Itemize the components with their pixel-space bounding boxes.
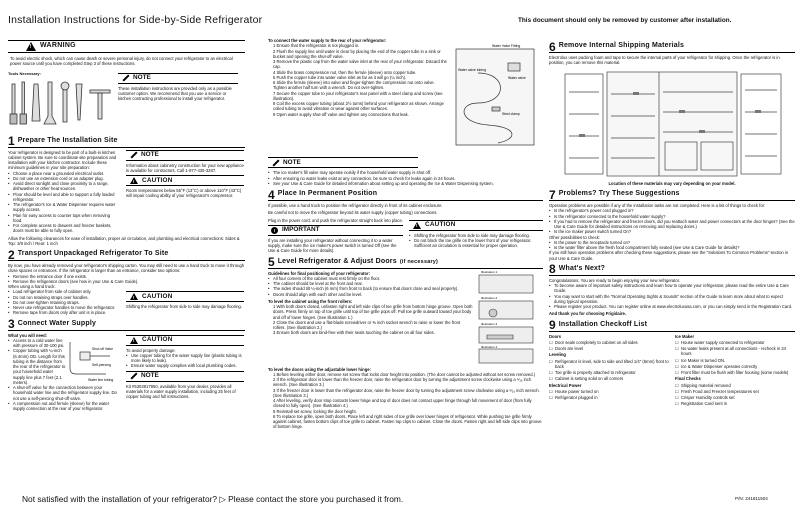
section-6-caption: Location of these materials may vary depending on your model. (608, 180, 736, 186)
pencil-icon (129, 372, 137, 380)
section-5-title: Level Refrigerator & Adjust Doors (277, 257, 397, 265)
section-1-caution-text: Room temperatures below 55°F (13°C) or above 110°F (43°C) will impair cooling ability of your refrigerator's compressor. (126, 188, 242, 199)
checkoff-item[interactable]: ☐ Refrigerator plugged in (549, 395, 669, 400)
section-8-number: 8 (549, 262, 556, 277)
tools-note-label: NOTE (133, 74, 151, 81)
list-item: • For complete access to drawers and freezer baskets, doors must be able to fully open. (8, 223, 120, 234)
figure-label: Illustration 1 (481, 269, 498, 274)
figure-label: Illustration 2 (481, 295, 498, 300)
column-left (8, 38, 245, 490)
list-item: • Do not use an extension cord or an adapter plug. (8, 176, 120, 181)
section-4-p3: Plug in the power cord, and push the refrigerator straight back into place. (268, 217, 404, 223)
list-item: • Ensure water supply complies with local plumbing codes. (126, 363, 244, 368)
list-item: • The ice maker's fill valve may operate noisily if the household water supply is shut off. (268, 170, 543, 175)
connect-note-bar (268, 157, 418, 168)
list-item: 8 Coil the excess copper tubing (about 2½ turns) behind your refrigerator as shown. Arrange coiled tubing to avoid vibration or wear against other surfaces. (273, 101, 444, 112)
section-7-title: Problems? Try These Suggestions (558, 190, 680, 198)
list-item: • If you had to remove the refrigerator and freezer doors, did you reattach water and power connectors at the door hinges? (See the Use & Care Guide for detailed instructions on removing and replacing doors.) (549, 219, 795, 230)
checkoff-item[interactable]: ☐ Ice & Water Dispenser operates correctly (675, 364, 795, 369)
list-item: • Is the refrigerator connected to the household water supply? (549, 214, 795, 219)
section-7-other: Other possibilities to check: (549, 234, 600, 240)
section-5-level-title: To level the cabinet using the front rollers: (268, 298, 353, 304)
checkoff-item[interactable]: ☐ Refrigerator is level, side to side and tilted 1/4" (6mm) front to back (549, 359, 669, 370)
section-7-outro: If you still have operation problems after checking these suggestions, please see the "Solutions To Common Problems" section in your Use & Care Guide. (549, 250, 789, 261)
list-item: 2 Close the doors and use a flat-blade screwdriver or ⅜ inch socket wrench to raise or lower the front rollers. (See Illustration 2.) (273, 319, 461, 330)
figure-label: Self-piercing (92, 362, 111, 367)
list-item: • The refrigerator's Ice & Water Dispenser requires water supply access. (8, 202, 120, 213)
checkoff-heading: Final Checks (675, 376, 701, 382)
list-item: • A shut-off valve for the connection between your household water line and the refrigerator supply line. Do not use a self-piercing shut-off valve. (8, 385, 120, 401)
list-item: 6 Slide the ferrule (sleeve) into valve and finger-tighten the compression nut onto valve. Tighten another half turn with a wrench. Do not over-tighten. (273, 80, 435, 91)
section-2-caution-label: CAUTION (142, 292, 173, 300)
checkoff-item[interactable]: ☐ Toe grille is properly attached to refrigerator (549, 370, 669, 375)
section-1-note-text: Information about cabinetry construction for your new appliance is available for contractors. Call 1-877-435-3287. (126, 162, 244, 173)
section-1-list (8, 171, 120, 234)
section-5-number: 5 (268, 255, 275, 269)
figure-label: Water valve (508, 76, 526, 81)
section-9-number: 9 (549, 318, 556, 332)
section-6-title: Remove Internal Shipping Materials (558, 42, 685, 50)
warning-text: To avoid electric shock, which can cause death or severe personal injury, do not connect your refrigerator to an electrical power source until you have completed Step 3 of these instructions. (10, 56, 233, 67)
info-icon: ! (271, 227, 278, 234)
warning-label: WARNING (40, 42, 76, 50)
connect-title: To connect the water supply to the rear of your refrigerator: (268, 38, 387, 43)
caution-icon (130, 177, 138, 184)
figure-label: Water line tubing (88, 377, 114, 382)
tools-illustration (8, 76, 118, 130)
list-item: • Copper tubing with ¼-inch (6.4mm) OD. Length for this tubing is the distance from the rear of the refrigerator to your household water supply line plus 7 feet (2.1 meters). (8, 348, 66, 385)
list-item: • Remove tape from doors only after unit is in place. (8, 310, 120, 315)
section-1-title: Prepare The Installation Site (17, 136, 118, 144)
list-item: 2 If the refrigerator door is lower than the freezer door, raise the refrigerator door by turning the adjustment screw clockwise using a ⁵⁄₁₆ inch wrench. (See Illustration 3.) (273, 377, 532, 388)
figure-label: Shut-off Valve (92, 346, 113, 351)
list-item: 5 Push the copper tube into water valve inlet as far as it will go (¼ inch). (273, 74, 407, 80)
tools-label: Tools Necessary: (8, 70, 41, 76)
list-item: • Access to a cold water line with pressure of 30-100 psi. (8, 338, 66, 349)
section-7-header (549, 189, 795, 201)
pencil-icon (271, 159, 279, 167)
warning-icon (26, 42, 36, 51)
section-2-hand-truck: When using a hand truck: (8, 284, 56, 289)
column-right (549, 38, 795, 490)
checkoff-item[interactable]: ☐ Shipping material removed (675, 383, 795, 388)
section-4-caution-label: CAUTION (425, 221, 456, 228)
checkoff-list (549, 334, 795, 408)
checkoff-item[interactable]: ☐ Crisper Humidity controls set (675, 395, 795, 400)
section-2-intro: By now, you have already removed your refrigerator's shipping carton. You may still need to use a hand truck to move it through close spaces or entrances. If the refrigerator is larger than an entrance, consider two options: (8, 263, 245, 274)
list-item: • All four corners of the cabinet must rest firmly on the floor. (268, 276, 473, 281)
removal-notice: This document should only be removed by customer after installation. (518, 17, 732, 24)
column-middle (268, 38, 543, 490)
section-5-header (268, 257, 543, 269)
section-3-note-label: NOTE (141, 372, 159, 379)
page-title: Installation Instructions for Side-by-Side Refrigerator (8, 14, 263, 26)
list-item: • A compression nut and ferrule (sleeve) for the water supply connection at the rear of your refrigerator. (8, 401, 120, 412)
list-item: 1 With both doors closed, unfasten right and left side clips of toe grille from bottom hinge groove. Open both doors. Press firmly on top of toe grille until top of toe grille pops off. Pull toe grille outward toward your body and off of lower hinges. (See Illustration 1.) (273, 304, 473, 320)
list-item: • Choose a place near a grounded electrical outlet. (8, 171, 120, 176)
list-item: 2 Flush the supply line until water is clear by placing the end of the copper tube in a sink or bucket and opening the shut-off valve. (273, 48, 441, 59)
section-8-thanks: And thank you for choosing Frigidaire. (549, 311, 627, 317)
list-item: • You may want to start with the "Normal Operating Sights & Sounds" section of the Guide to learn more about what to expect during typical operation. (549, 294, 795, 305)
list-item: 1 Before leveling either door, remove set screw that locks door height into position. (The door cannot be adjusted without set screw removed.) (273, 371, 536, 377)
checkoff-item[interactable]: ☐ Ice Maker is turned ON. (675, 358, 795, 363)
section-1-caution-bar (126, 175, 244, 186)
part-number: P/N: 241811504 (735, 496, 768, 501)
pencil-icon (129, 151, 137, 159)
section-3-need: What you will need: (8, 332, 48, 338)
list-item: • Please register your product. You can register online at www.electroluxusa.com, or you can simply send in the Registration Card. (549, 304, 795, 309)
checkoff-item[interactable]: ☐ Doors are level (549, 346, 669, 351)
section-2-list (8, 289, 120, 315)
list-item: • Never use refrigerator handles to move the refrigerator. (8, 305, 120, 310)
section-1-note-bar (126, 150, 244, 161)
section-4-p1: If possible, use a hand truck to position the refrigerator directly in front of its cabinet enclosure. (268, 203, 443, 208)
list-item: • See your Use & Care Guide for detailed information about setting up and operating the Ice & Water Dispensing system. (268, 181, 543, 186)
section-1-number: 1 (8, 134, 15, 148)
section-4-p2: Be careful not to move the refrigerator beyond its water supply (copper tubing) connections. (268, 210, 438, 216)
section-3-list (8, 338, 66, 385)
section-8-header (549, 264, 795, 276)
section-5-guide-title: Guidelines for final positioning of your refrigerator: (268, 270, 371, 276)
section-1-clearance: Allow the following clearances for ease of installation, proper air circulation, and plumbing and electrical connections: Sides & Top: 3/8 inch / Rear: 1 inch (8, 235, 240, 246)
list-item: • Plan for easy access to counter tops when removing food. (8, 213, 120, 224)
connect-note-label: NOTE (283, 158, 301, 166)
figure-label: Illustration 4 (481, 344, 498, 349)
tools-note-bar (118, 73, 238, 84)
caution-icon (130, 337, 138, 344)
section-2-header (8, 249, 245, 261)
tools-figure (8, 71, 118, 133)
list-item: 5 Reinstall set screw, locking the door height. (273, 408, 357, 414)
section-5-suffix: (if necessary) (399, 258, 439, 265)
section-1-note-label: NOTE (141, 151, 159, 158)
section-2-number: 2 (8, 247, 15, 262)
connect-steps (268, 43, 448, 155)
section-3-caution-label: CAUTION (142, 336, 173, 343)
section-3-caution-bar (126, 335, 244, 346)
section-7-intro: Operation problems are possible if any of the installation tasks are not completed. Here is a list of things to check for: (549, 203, 766, 208)
list-item: • The cabinet should be level at the front and rear. (268, 281, 473, 286)
list-item: • Remove the refrigerator doors (see how in your Use & Care Guide). (8, 279, 245, 284)
list-item: 3 Ensure both doors are bind-free with their seals touching the cabinet on all four sides. (273, 330, 435, 336)
section-3-note-text: Kit #5303917950, available from your dealer, provides all materials for a water supply installation, including 25 feet of copper tubing and full instructions. (126, 383, 236, 399)
figure-label: Illustration 3 (481, 321, 498, 326)
list-item: • Doors should align with each other and be level. (268, 292, 473, 297)
checkoff-item[interactable]: ☐ Registration Card sent in (675, 401, 795, 406)
checkoff-heading: Leveling (549, 352, 566, 358)
fridge-interior-figure (549, 68, 795, 180)
tools-note-text: These installation instructions are provided only as a possible customer option. We recommend that you use a service or kitchen contracting professional to install your refrigerator. (118, 85, 232, 101)
list-item: • The sides should tilt ¼-inch (6 mm) from front to back (to ensure that doors close and seal properly). (268, 286, 473, 291)
section-7-number: 7 (549, 187, 556, 202)
water-line-figure (66, 338, 118, 384)
list-item: • Is the refrigerator's power cord plugged in? (549, 208, 795, 213)
checkoff-item[interactable]: ☐ House power turned on (549, 389, 669, 394)
section-3-header (8, 319, 245, 331)
list-item: • Do not block the toe grille on the lower front of your refrigerator. Sufficient air circulation is essential for proper operation. (409, 238, 543, 249)
figure-label: Water Valve Fitting (492, 44, 521, 49)
section-3-title: Connect Water Supply (17, 319, 97, 327)
important-label: IMPORTANT (282, 226, 320, 234)
section-4-number: 4 (268, 187, 275, 202)
leveling-figures (473, 269, 539, 365)
list-item: • Do not over-tighten retaining straps. (8, 300, 120, 305)
section-4-caution-bar (409, 220, 543, 231)
checkoff-item[interactable]: ☐ Cabinet is setting solid on all corners (549, 376, 669, 381)
list-item: • Do not run retaining straps over handles. (8, 295, 120, 300)
section-8-intro: Congratulations. You are ready to begin enjoying your new refrigerator. (549, 277, 681, 283)
section-3-caution-intro: To avoid property damage: (126, 347, 176, 353)
list-item: • Shifting the refrigerator from side to side may damage flooring. (409, 233, 543, 238)
list-item: • Use copper tubing for the water supply line (plastic tubing is more likely to leak). (126, 353, 244, 364)
list-item: 1 Ensure that the refrigerator is not plugged in. (273, 43, 360, 49)
warning-bar (8, 40, 245, 53)
list-item: • Is the power to the receptacle turned on? (549, 240, 795, 245)
section-8-title: What's Next? (558, 264, 606, 272)
caution-icon (413, 222, 421, 229)
section-5-door-title: To level the doors using the adjustable lower hinge: (268, 366, 371, 372)
section-6-header (549, 41, 795, 53)
checkoff-item[interactable]: ☐ House water supply connected to refrigerator (675, 340, 795, 345)
list-item: • Load refrigerator from side of cabinet only. (8, 289, 120, 294)
checkoff-heading: Ice Maker (675, 333, 695, 339)
pencil-icon (121, 74, 129, 82)
list-item: • Remove the entrance door if one exists. (8, 274, 245, 279)
section-3-number: 3 (8, 317, 15, 331)
section-2-caution-bar (126, 291, 244, 302)
checkoff-item[interactable]: ☐ Fresh Food and Freezer temperatures set (675, 389, 795, 394)
section-9-title: Installation Checkoff List (558, 320, 648, 328)
list-item: 3 Remove the plastic cap from the water valve inlet at the rear of your refrigerator. Discard the cap. (273, 59, 447, 70)
list-item: 9 Open water supply shut-off valve and tighten any connections that leak. (273, 111, 409, 117)
connect-note-list (268, 170, 543, 186)
section-1-intro: Your refrigerator is designed to be part of a built-in kitchen cabinet system. Be sure to coordinate site preparation and installation with your kitchen contractor. Include these minimum guidelines in your site preparation: (8, 149, 117, 171)
list-item: • To become aware of important safety instructions and learn how to operate your refrigerator, please read the entire Use & Care Guide. (549, 283, 795, 294)
figure-label: Steel clamp (502, 112, 520, 117)
figure-label: Water valve tubing (458, 68, 486, 73)
section-9-header (549, 320, 795, 332)
section-6-text: Electrolux uses packing foam and tape to secure the internal parts of your refrigerator for shipping. Once the refrigerator is in position, you can remove this material. (549, 55, 780, 66)
checkoff-item[interactable]: ☐ No water leaks present at all connections - recheck in 24 hours (675, 346, 795, 357)
checkoff-item[interactable]: ☐ Front filter must be flush with filter housing (some models) (675, 370, 795, 375)
caution-icon (130, 293, 138, 300)
important-bar (268, 225, 403, 236)
checkoff-heading: Doors (549, 333, 562, 339)
section-4-title: Place In Permanent Position (277, 190, 378, 198)
section-3-note-bar (126, 371, 244, 382)
list-item: 7 Secure the copper tube to your refrigerator's rear panel with a steel clamp and screw (see illustration). (273, 90, 443, 101)
section-6-number: 6 (549, 39, 556, 54)
section-4-header (268, 189, 543, 201)
list-item: • Floor should be level and able to support a fully loaded refrigerator. (8, 192, 120, 203)
section-2-title: Transport Unpackaged Refrigerator To Site (17, 250, 169, 258)
tools-area (8, 71, 245, 133)
water-valve-figure (448, 43, 540, 155)
list-item: • Is the ice maker power switch turned On? (549, 229, 795, 234)
section-1-header (8, 136, 245, 148)
list-item: • Is the water filter above the fresh food compartment fully seated (see Use & Care Guide for details)? (549, 245, 795, 250)
footer-text: Not satisfied with the installation of your refrigerator? ▷ Please contact the store you purchased it from. (22, 494, 404, 504)
important-text: If you are installing your refrigerator without connecting it to a water supply, make sure the ice maker's power switch is turned Off (see the Use & Care Guide for more details). (268, 237, 397, 254)
section-1-caution-label: CAUTION (142, 176, 173, 184)
section-2-caution-text: Shifting the refrigerator from side to side may damage flooring. (126, 304, 242, 310)
list-item: 4 Slide the brass compression nut, then the ferrule (sleeve) onto copper tube. (273, 69, 417, 75)
list-item: • After ensuring no water leaks exist at any connection, be sure to check for leaks again in 24 hours. (268, 176, 543, 181)
checkoff-heading: Electrical Power (549, 382, 582, 388)
list-item: • Avoid direct sunlight and close proximity to a range, dishwasher or other heat sources. (8, 181, 120, 192)
checkoff-item[interactable]: ☐ Door seals completely to cabinet on all sides (549, 340, 669, 345)
list-item: 6 To replace toe grille, open both doors. Place left and right sides of toe grille over lower hinges of refrigerator. While pushing toe grille firmly against cabinet, fasten bottom clips of toe grille to cabinet. Fasten top clips to cabinet. Close the doors. Fasten right and left side clips into groove of bottom hinge. (273, 413, 542, 430)
list-item: 4 After leveling, verify door stop contacts lower hinge and top of door does not contact upper hinge through full movement of door (from fully closed to fully open). (See Illustration 4.) (273, 398, 532, 409)
list-item: 3 If the freezer door is lower than the refrigerator door, raise the freezer door by turning the adjustment screw clockwise using a ⁵⁄₁₆ inch wrench. (See Illustration 3.) (273, 387, 540, 398)
